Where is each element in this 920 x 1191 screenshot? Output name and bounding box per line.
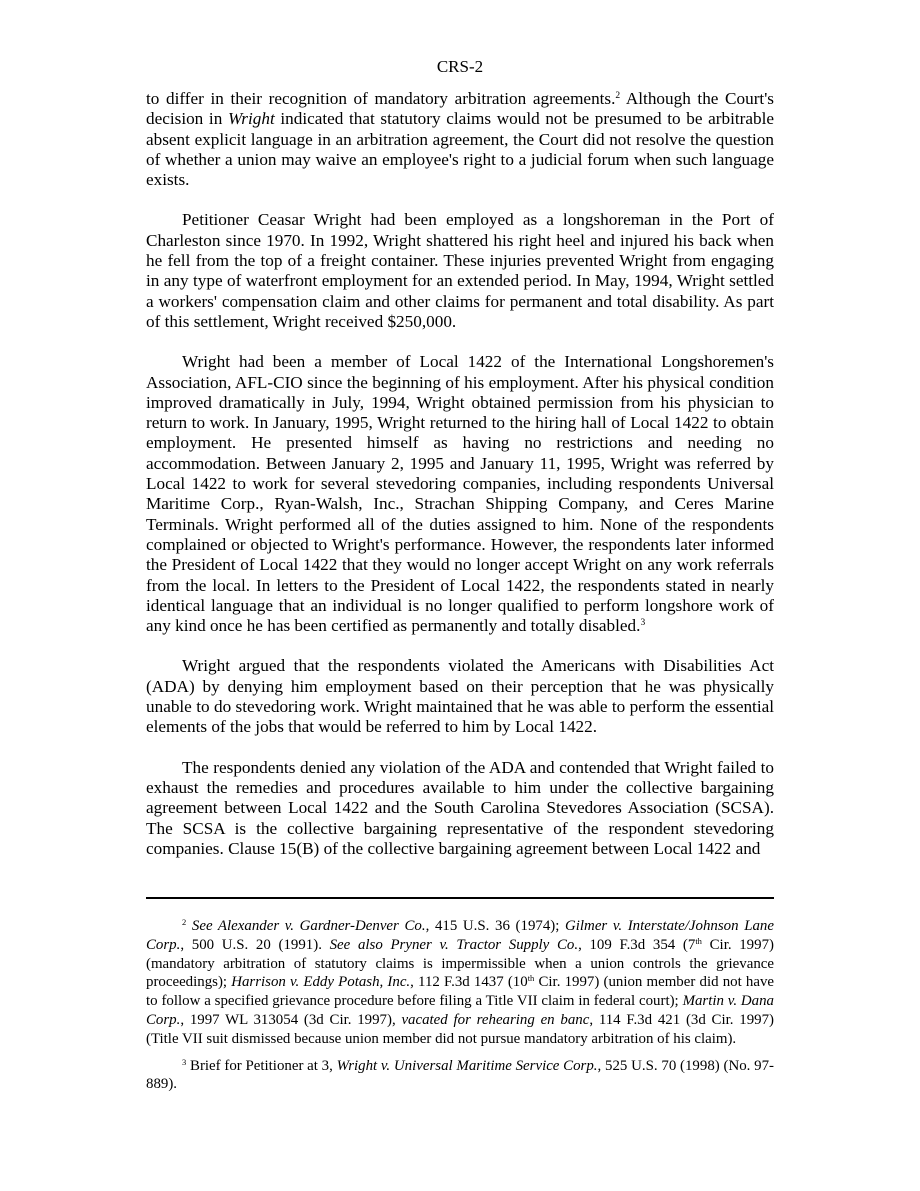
case-name-wright: Wright	[227, 109, 275, 129]
footnote-3-number: 3	[182, 1056, 187, 1067]
body-text	[146, 89, 774, 859]
paragraph-3	[146, 352, 774, 636]
citation-harrison: Harrison v. Eddy Potash, Inc.	[231, 974, 411, 991]
citation-vacated: vacated for rehearing en banc	[401, 1011, 590, 1028]
paragraph-1	[146, 89, 774, 190]
ordinal-suffix: th	[695, 935, 702, 946]
footnote-ref-3[interactable]: 3	[640, 618, 646, 629]
footnotes	[146, 917, 774, 1102]
footnote-ref-2[interactable]: 2	[615, 91, 621, 101]
footnote-2-number: 2	[182, 917, 187, 927]
footnote-2-text: , 109 F.3d 354 (7	[578, 936, 696, 953]
footnote-2-text: , 500 U.S. 20 (1991).	[180, 936, 330, 953]
footnote-2-text: , 114 F.3d 421 (3d Cir. 1997) (Title VII suit dismissed because union member did not pursue mandatory arbitration of his claim).	[146, 1011, 774, 1047]
citation-martin: Martin v. Dana Corp.	[146, 993, 774, 1028]
footnote-3-text: Brief for Petitioner at 3,	[186, 1057, 337, 1074]
paragraph-1-text-a: to differ in their recognition of mandatory arbitration agreements.	[146, 89, 616, 108]
paragraph-2: Petitioner Ceasar Wright had been employed as a longshoreman in the Port of Charleston since 1970. In 1992, Wright shattered his right heel and injured his back when he fell from the top of a freight container. These injuries prevented Wright from engaging in any type of waterfront employment for an extended period. In May, 1994, Wright settled a workers' compensation claim and other claims for permanent and total disability. As part of this settlement, Wright received $250,000.	[146, 210, 774, 331]
paragraph-5: The respondents denied any violation of the ADA and contended that Wright failed to exhaust the remedies and procedures available to him under the collective bargaining agreement between Local 1422 and the South Carolina Stevedores Association (SCSA). The SCSA is the collective bargaining representative of the respondent stevedoring companies. Clause 15(B) of the collective bargaining agreement between Local 1422 and	[146, 757, 774, 858]
footnote-2-text: , 112 F.3d 1437 (10	[410, 974, 528, 991]
footnote-divider	[146, 897, 774, 899]
footnote-2-text: , 415 U.S. 36 (1974);	[425, 918, 566, 934]
footnote-3-text: , 525 U.S. 70 (1998) (No. 97-889).	[146, 1057, 774, 1093]
citation-gilmer: Gilmer v. Interstate/Johnson Lane Corp.	[146, 918, 774, 953]
footnote-2-text: Cir. 1997) (mandatory arbitration of statutory claims is impermissible when a union controls the grievance proceedings);	[146, 936, 774, 991]
ordinal-suffix: th	[527, 973, 535, 984]
footnote-2-text: Cir. 1997) (union member did not have to follow a specified grievance procedure before filing a Title VII claim in federal court);	[146, 974, 774, 1010]
citation-alexander: See Alexander v. Gardner-Denver Co.	[191, 918, 426, 934]
paragraph-1-text-b: Although the Court's decision in	[146, 89, 774, 129]
footnote-2-text: , 1997 WL 313054 (3d Cir. 1997),	[180, 1011, 402, 1028]
paragraph-3-text: Wright had been a member of Local 1422 of the International Longshoremen's Association, AFL-CIO since the beginning of his employment. After his physical condition improved dramatically in July, 1994, Wright obtained permission from his physician to return to work. In January, 1995, Wright returned to the hiring hall of Local 1422 to obtain employment. He presented himself as having no restrictions and needing no accommodation. Between January 2, 1995 and January 11, 1995, Wright was referred by Local 1422 to work for several stevedoring companies, including respondents Universal Maritime Corp., Ryan-Walsh, Inc., Strachan Shipping Company, and Ceres Marine Terminals. Wright performed all of the duties assigned to him. None of the respondents complained or objected to Wright's performance. However, the respondents later informed the President of Local 1422 that they would no longer accept Wright on any work referrals from the local. In letters to the President of Local 1422, the respondents stated in nearly identical language that an individual is no longer qualified to perform longshore work of any kind once he has been certified as permanently and totally disabled.	[146, 352, 774, 636]
paragraph-4: Wright argued that the respondents violated the Americans with Disabilities Act (ADA) by denying him employment based on their perception that he was physically unable to do stevedoring work. Wright maintained that he was able to perform the essential elements of the jobs that would be referred to him by Local 1422.	[146, 656, 774, 737]
page-header: CRS-2	[436, 57, 484, 76]
citation-pryner: See also Pryner v. Tractor Supply Co.	[329, 936, 579, 953]
paragraph-1-text-d: indicated that statutory claims would not be presumed to be arbitrable absent explicit language in an arbitration agreement, the Court did not resolve the question of whether a union may waive an employee's right to a judicial forum when such language exists.	[146, 109, 774, 190]
citation-wright: Wright v. Universal Maritime Service Corp.	[336, 1057, 598, 1074]
footnote-2	[146, 917, 774, 1049]
page-content	[146, 56, 774, 859]
footnote-3	[146, 1057, 774, 1095]
